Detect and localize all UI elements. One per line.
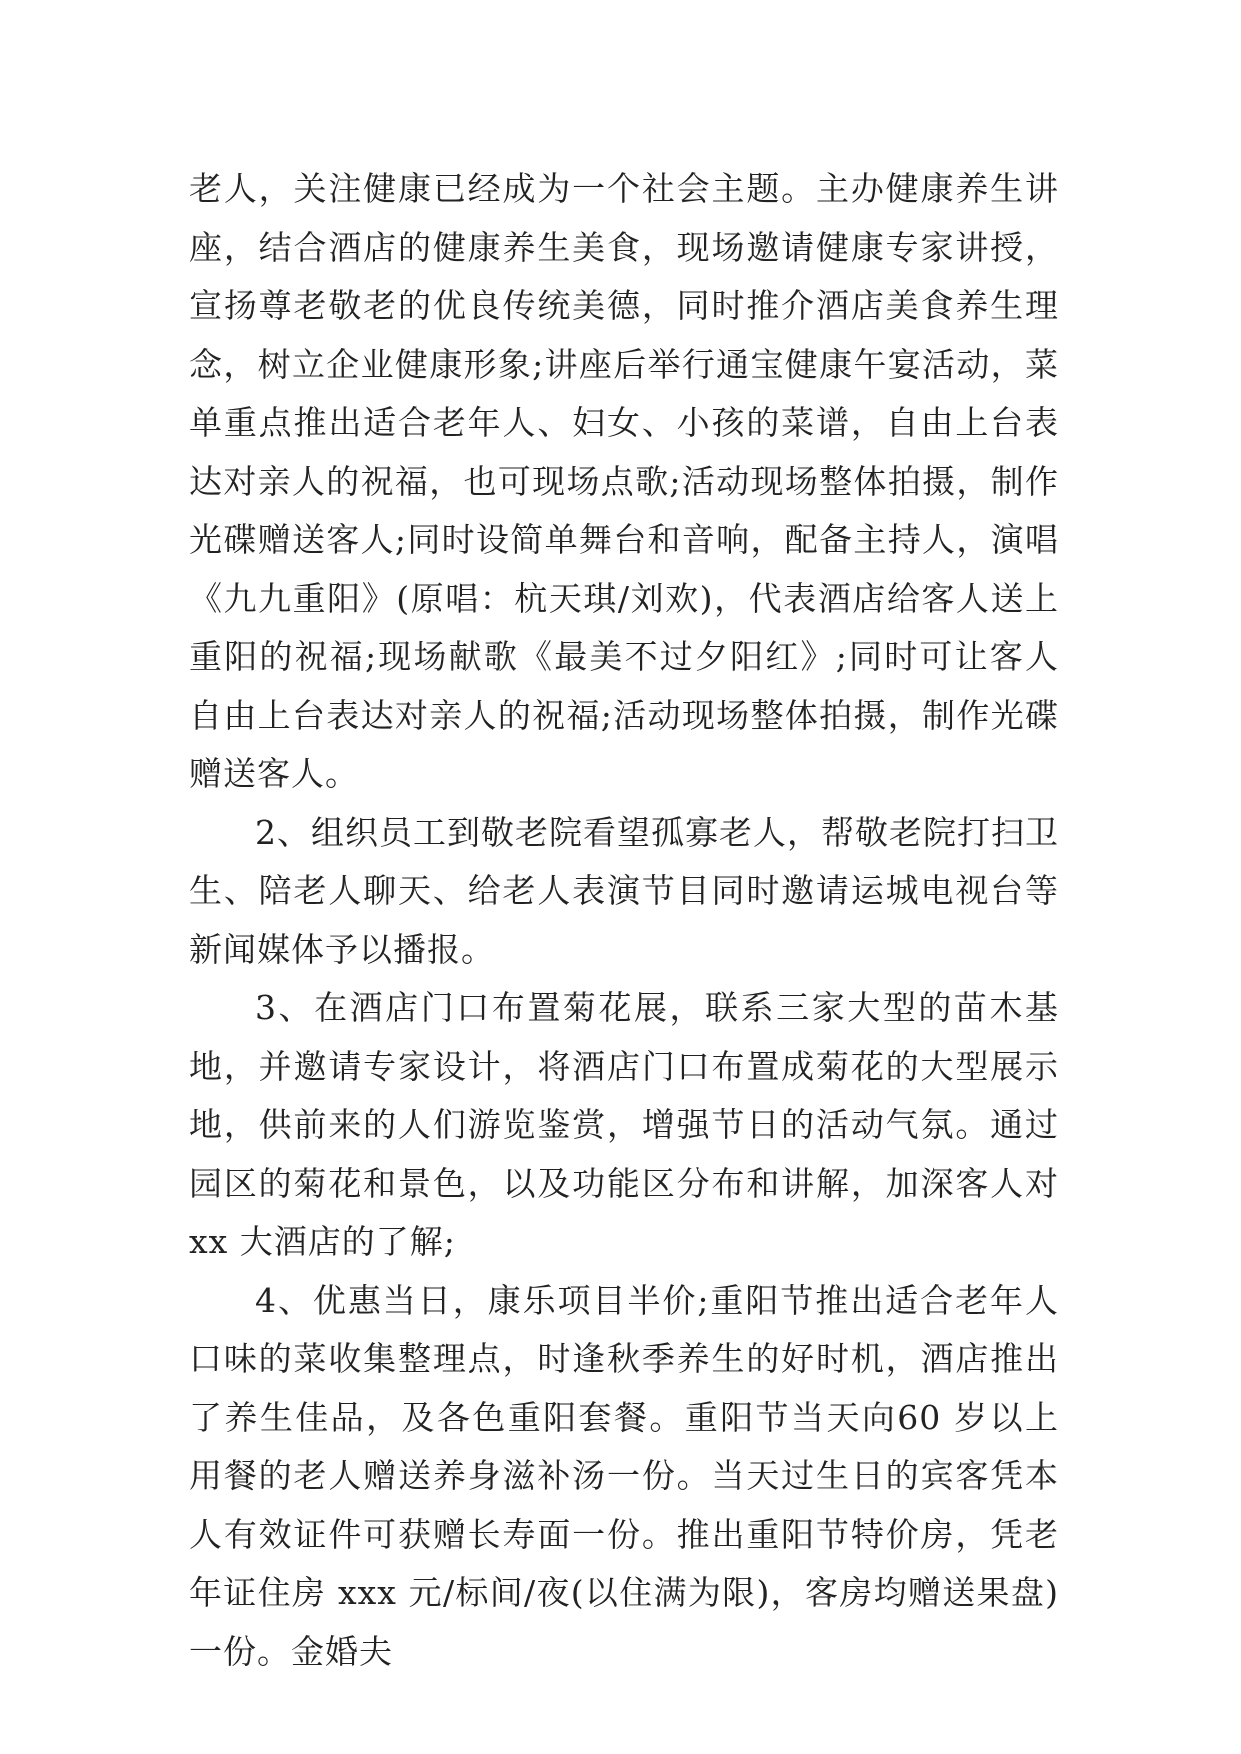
paragraph-continuation: 老人，关注健康已经成为一个社会主题。主办健康养生讲座，结合酒店的健康养生美食，现场邀请健康专家讲授，宣扬尊老敬老的优良传统美德，同时推介酒店美食养生理念，树立企业健康形象;讲座后举行通宝健康午宴活动，菜单重点推出适合老年人、妇女、小孩的菜谱，自由上台表达对亲人的祝福，也可现场点歌;活动现场整体拍摄，制作光碟赠送客人;同时设简单舞台和音响，配备主持人，演唱《九九重阳》(原唱：杭天琪/刘欢)，代表酒店给客人送上重阳的祝福;现场献歌《最美不过夕阳红》;同时可让客人自由上台表达对亲人的祝福;活动现场整体拍摄，制作光碟赠送客人。 [189,169,1059,793]
paragraph-item-3: 3、在酒店门口布置菊花展，联系三家大型的苗木基地，并邀请专家设计，将酒店门口布置成菊花的大型展示地，供前来的人们游览鉴赏，增强节日的活动气氛。通过园区的菊花和景色，以及功能区分布和讲解，加深客人对 xx 大酒店的了解; [189,988,1059,1261]
paragraph-item-2: 2、组织员工到敬老院看望孤寡老人，帮敬老院打扫卫生、陪老人聊天、给老人表演节目同时邀请运城电视台等新闻媒体予以播报。 [189,812,1059,969]
paragraph-item-4: 4、优惠当日，康乐项目半价;重阳节推出适合老年人口味的菜收集整理点，时逢秋季养生的好时机，酒店推出了养生佳品，及各色重阳套餐。重阳节当天向60 岁以上用餐的老人赠送养身滋补汤一份。当天过生日的宾客凭本人有效证件可获赠长寿面一份。推出重阳节特价房，凭老年证住房 xxx 元/标间/夜(以住满为限)，客房均赠送果盘)一份。金婚夫 [189,1280,1059,1671]
document-body [189,160,1059,1681]
